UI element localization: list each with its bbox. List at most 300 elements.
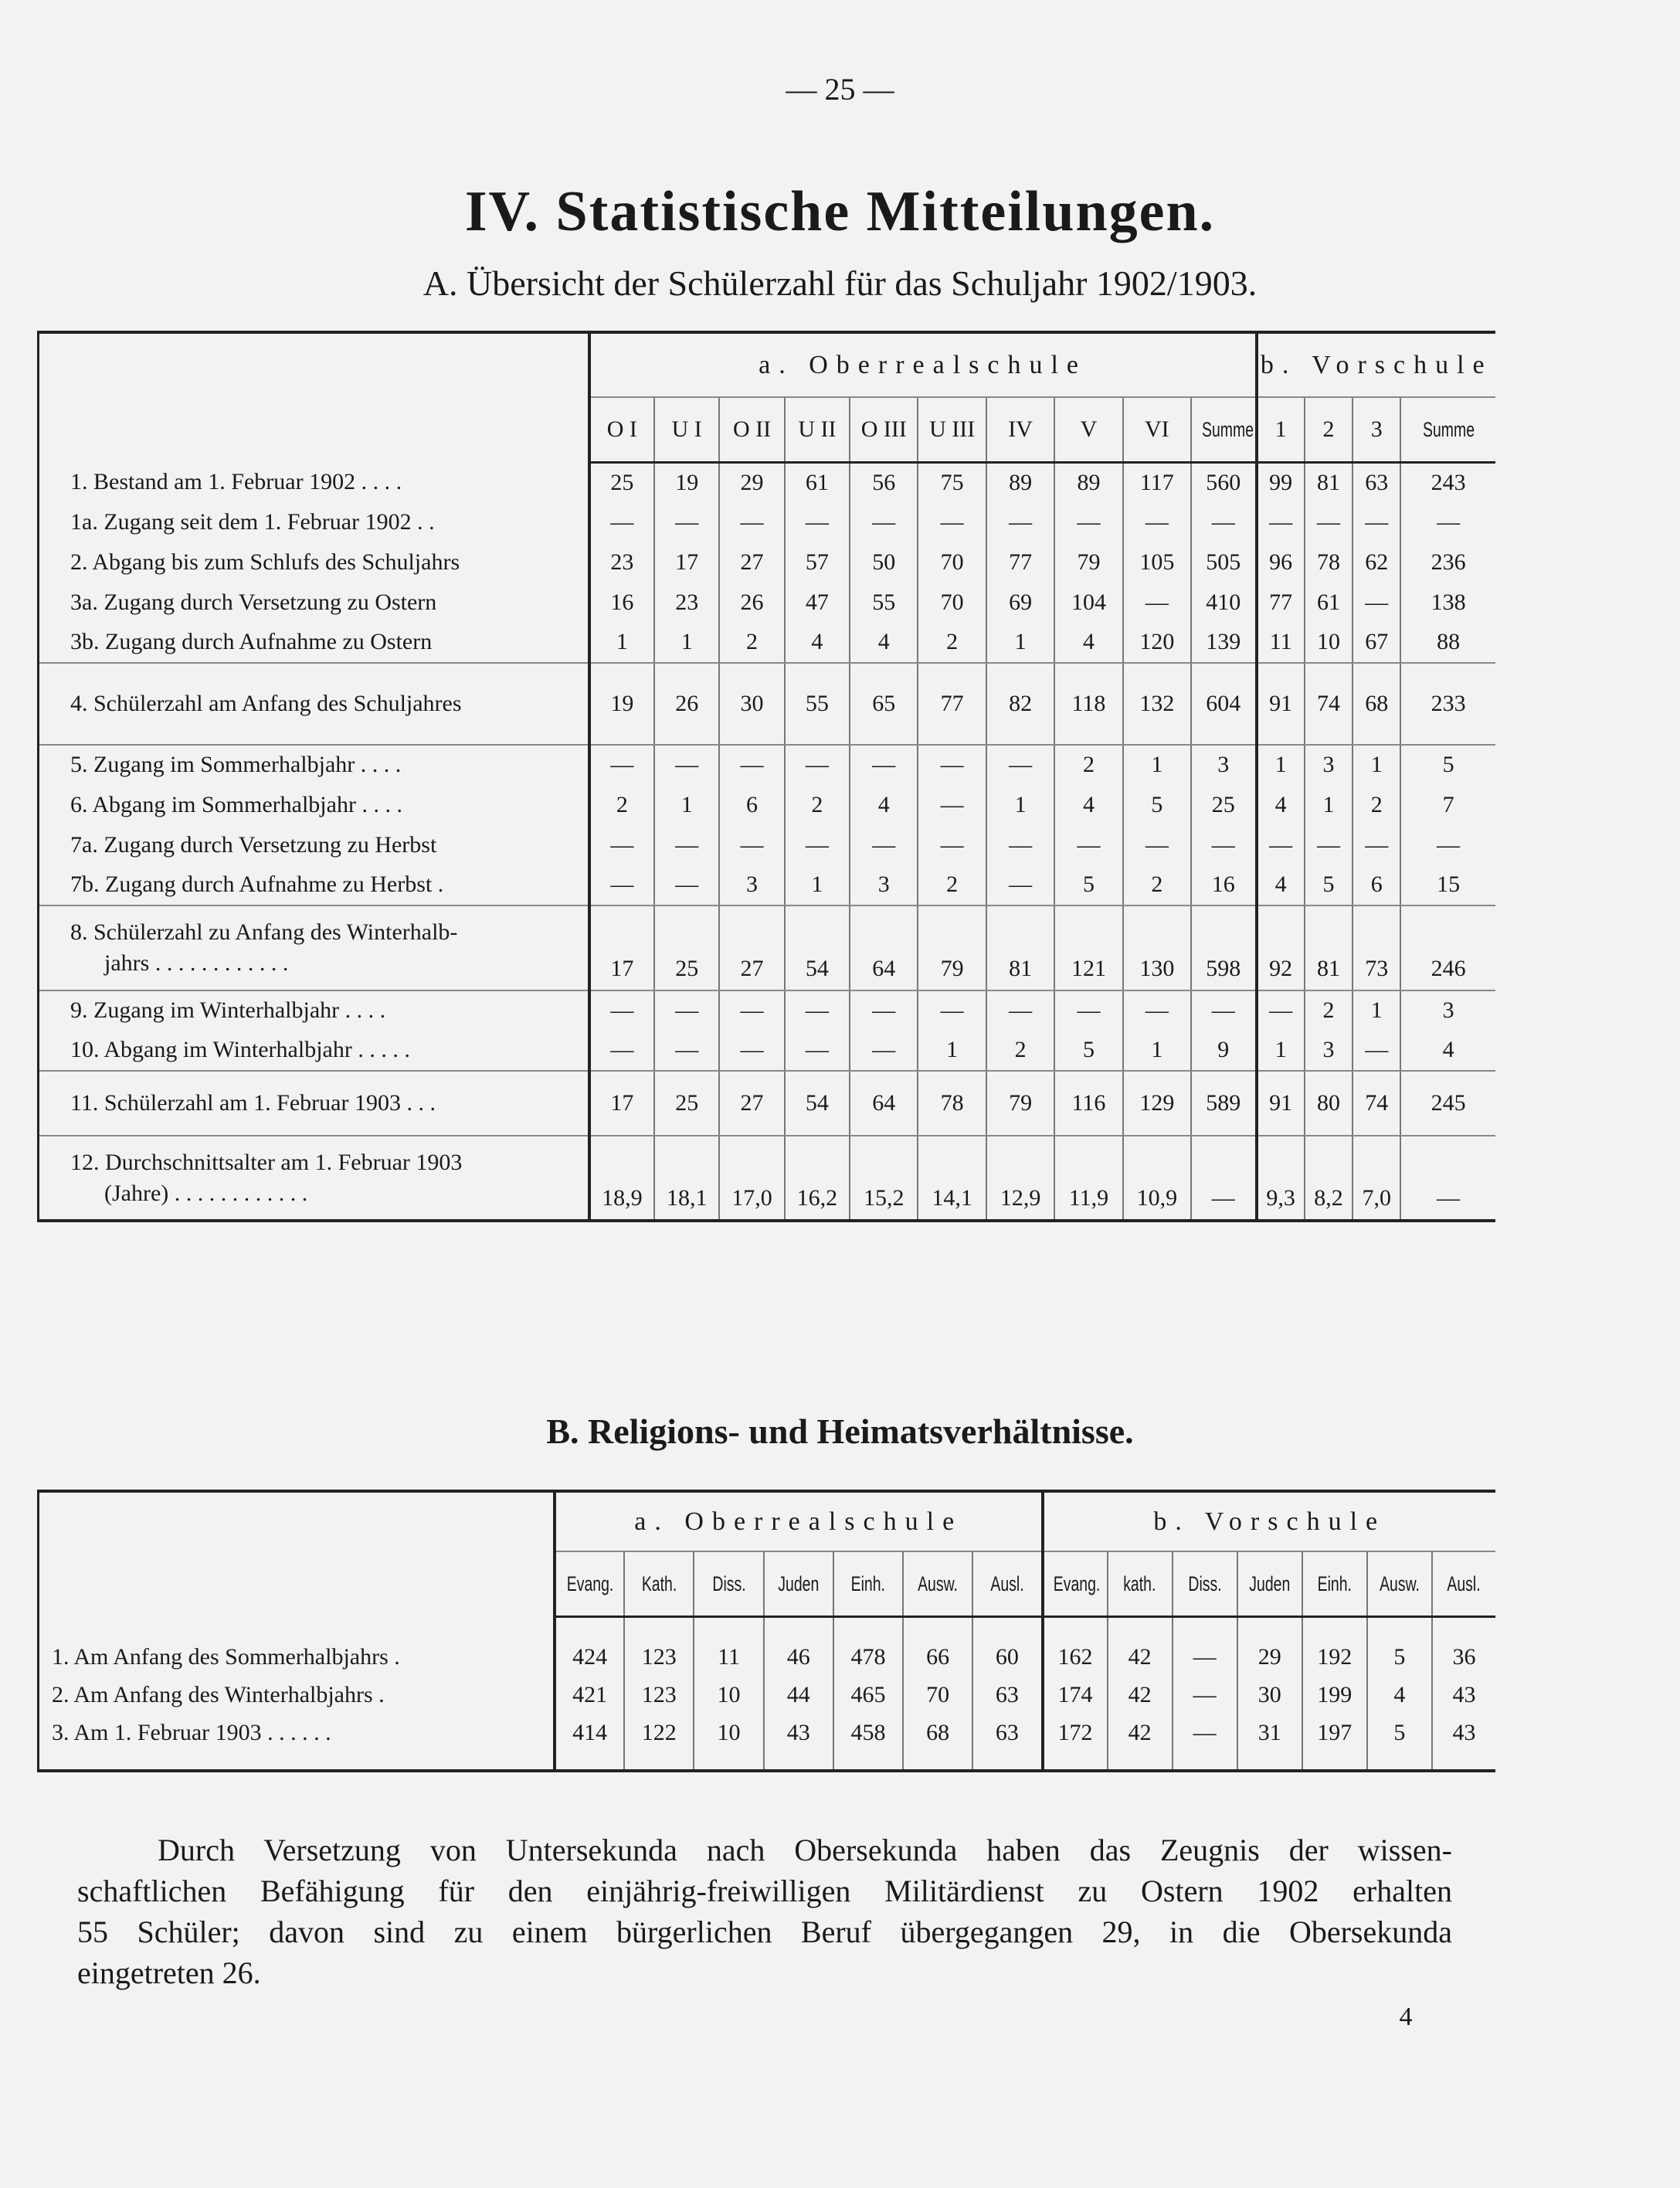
table-cell: 79 bbox=[1054, 542, 1122, 583]
table-cell: — bbox=[986, 745, 1054, 785]
table-cell: 1 bbox=[1305, 785, 1352, 825]
table-cell: 245 bbox=[1400, 1071, 1495, 1136]
table-cell: 77 bbox=[918, 663, 986, 745]
table-cell: 3 bbox=[1305, 1031, 1352, 1071]
table-cell: 243 bbox=[1400, 462, 1495, 502]
table-cell: 2 bbox=[1054, 745, 1122, 785]
column-header-text: kath. bbox=[1123, 1571, 1156, 1595]
table-cell: — bbox=[1352, 583, 1400, 623]
table-cell: 27 bbox=[719, 542, 784, 583]
table-cell: 421 bbox=[555, 1675, 624, 1715]
table-cell: 23 bbox=[654, 583, 719, 623]
table-cell: — bbox=[1257, 502, 1305, 542]
column-header: U II bbox=[785, 397, 850, 462]
column-header: 1 bbox=[1257, 397, 1305, 462]
table-cell: 17 bbox=[589, 1071, 654, 1136]
label-header bbox=[39, 332, 589, 462]
table-cell: 4 bbox=[850, 785, 918, 825]
table-cell: — bbox=[1257, 825, 1305, 865]
table-cell: 36 bbox=[1432, 1616, 1495, 1675]
table-cell: 10 bbox=[694, 1675, 763, 1715]
table-cell: 42 bbox=[1108, 1616, 1173, 1675]
table-cell: 91 bbox=[1257, 1071, 1305, 1136]
table-cell: 27 bbox=[719, 905, 784, 990]
table-cell: — bbox=[1400, 825, 1495, 865]
table-row bbox=[39, 462, 1496, 502]
table-cell: 73 bbox=[1352, 905, 1400, 990]
table-cell: 505 bbox=[1191, 542, 1257, 583]
column-header-text: Evang. bbox=[1053, 1571, 1100, 1595]
table-row bbox=[39, 1715, 1496, 1771]
column-header bbox=[764, 1551, 833, 1616]
table-cell: 5 bbox=[1054, 1031, 1122, 1071]
table-cell: 70 bbox=[918, 542, 986, 583]
group-header-vorschule: b. Vorschule bbox=[1043, 1491, 1495, 1551]
table-cell: 29 bbox=[1237, 1616, 1302, 1675]
table-cell: 15 bbox=[1400, 865, 1495, 905]
table-cell: 14,1 bbox=[918, 1136, 986, 1221]
table-cell: 81 bbox=[986, 905, 1054, 990]
table-cell: 410 bbox=[1191, 583, 1257, 623]
table-cell: 1 bbox=[1352, 745, 1400, 785]
table-cell: 91 bbox=[1257, 663, 1305, 745]
table-cell: 2 bbox=[785, 785, 850, 825]
table-cell: 5 bbox=[1367, 1715, 1432, 1771]
table-row bbox=[39, 583, 1496, 623]
table-cell: 2 bbox=[719, 623, 784, 663]
table-cell: — bbox=[654, 825, 719, 865]
column-header bbox=[1432, 1551, 1495, 1616]
table-cell: 99 bbox=[1257, 462, 1305, 502]
table-cell: — bbox=[1054, 825, 1122, 865]
table-cell: 478 bbox=[833, 1616, 903, 1675]
table-cell: 560 bbox=[1191, 462, 1257, 502]
row-label: 2. Am Anfang des Winterhalbjahrs . bbox=[52, 1681, 385, 1707]
table-cell: 44 bbox=[764, 1675, 833, 1715]
table-cell: 29 bbox=[719, 462, 784, 502]
paragraph-line: schaftlichen Befähigung für den einjährig-freiwilligen Militärdienst zu Ostern 1902 erhalten bbox=[77, 1874, 1452, 1908]
row-label-line: jahrs . . . . . . . . . . . . bbox=[104, 950, 289, 976]
section-a-title: A. Übersicht der Schülerzahl für das Schuljahr 1902/1903. bbox=[423, 263, 1257, 303]
column-header-text: Ausw. bbox=[918, 1571, 959, 1595]
table-cell: 2 bbox=[1305, 990, 1352, 1031]
table-cell: 30 bbox=[719, 663, 784, 745]
table-cell: — bbox=[1400, 502, 1495, 542]
table-cell: — bbox=[719, 990, 784, 1031]
table-cell: — bbox=[850, 502, 918, 542]
column-header: U III bbox=[918, 397, 986, 462]
row-label: 6. Abgang im Sommerhalbjahr . . . . bbox=[70, 791, 402, 817]
table-cell: — bbox=[918, 785, 986, 825]
table-cell: 19 bbox=[654, 462, 719, 502]
row-label: 11. Schülerzahl am 1. Februar 1903 . . . bbox=[39, 1071, 589, 1136]
table-cell: 64 bbox=[850, 1071, 918, 1136]
table-cell: 23 bbox=[589, 542, 654, 583]
column-header bbox=[1043, 1551, 1108, 1616]
table-cell: 4 bbox=[850, 623, 918, 663]
table-cell: 3 bbox=[719, 865, 784, 905]
row-label: 1. Bestand am 1. Februar 1902 . . . . bbox=[70, 468, 402, 494]
table-cell: 88 bbox=[1400, 623, 1495, 663]
column-header: VI bbox=[1123, 397, 1191, 462]
table-cell: 117 bbox=[1123, 462, 1191, 502]
table-cell: 246 bbox=[1400, 905, 1495, 990]
table-cell: 89 bbox=[1054, 462, 1122, 502]
table-cell: 122 bbox=[624, 1715, 694, 1771]
table-cell: 1 bbox=[654, 623, 719, 663]
row-label: 7a. Zugang durch Versetzung zu Herbst bbox=[70, 831, 437, 858]
table-cell: 68 bbox=[1352, 663, 1400, 745]
table-cell: 465 bbox=[833, 1675, 903, 1715]
table-cell: — bbox=[1305, 825, 1352, 865]
table-cell: — bbox=[1352, 1031, 1400, 1071]
column-header bbox=[694, 1551, 763, 1616]
row-label-line: (Jahre) . . . . . . . . . . . . bbox=[104, 1180, 308, 1206]
table-cell: 96 bbox=[1257, 542, 1305, 583]
table-cell: 26 bbox=[719, 583, 784, 623]
table-cell: 63 bbox=[972, 1715, 1042, 1771]
table-cell: 3 bbox=[1305, 745, 1352, 785]
table-cell: 9 bbox=[1191, 1031, 1257, 1071]
row-label: 1a. Zugang seit dem 1. Februar 1902 . . bbox=[70, 508, 435, 535]
table-cell: 116 bbox=[1054, 1071, 1122, 1136]
column-header bbox=[1302, 1551, 1367, 1616]
table-cell: 77 bbox=[986, 542, 1054, 583]
table-cell: — bbox=[654, 1031, 719, 1071]
table-cell: 68 bbox=[903, 1715, 972, 1771]
table-cell: 18,9 bbox=[589, 1136, 654, 1221]
table-row bbox=[39, 1136, 1496, 1221]
table-cell: 3 bbox=[1191, 745, 1257, 785]
table-cell: 16 bbox=[589, 583, 654, 623]
column-header bbox=[555, 1551, 624, 1616]
table-cell: 74 bbox=[1352, 1071, 1400, 1136]
sheet-signature-number: 4 bbox=[1399, 2003, 1413, 2031]
column-header-text: Kath. bbox=[641, 1571, 677, 1595]
table-row bbox=[39, 745, 1496, 785]
table-cell: 70 bbox=[903, 1675, 972, 1715]
column-header-text: Diss. bbox=[1188, 1571, 1222, 1595]
row-label: 4. Schülerzahl am Anfang des Schuljahres bbox=[39, 663, 589, 745]
table-cell: — bbox=[654, 745, 719, 785]
table-cell: — bbox=[1352, 825, 1400, 865]
column-header-text: Evang. bbox=[566, 1571, 613, 1595]
table-cell: — bbox=[918, 502, 986, 542]
column-header: 3 bbox=[1352, 397, 1400, 462]
table-cell: 26 bbox=[654, 663, 719, 745]
table-cell: — bbox=[1191, 825, 1257, 865]
table-cell: — bbox=[719, 502, 784, 542]
column-header-text: Ausw. bbox=[1379, 1571, 1420, 1595]
column-header-text: Juden bbox=[1249, 1571, 1291, 1595]
table-cell: 75 bbox=[918, 462, 986, 502]
group-header-vorschule: b. Vorschule bbox=[1257, 332, 1495, 397]
table-cell: 16,2 bbox=[785, 1136, 850, 1221]
row-label: 1. Am Anfang des Sommerhalbjahrs . bbox=[52, 1643, 400, 1670]
column-header-text: Juden bbox=[778, 1571, 820, 1595]
table-cell: 42 bbox=[1108, 1715, 1173, 1771]
table-cell: 589 bbox=[1191, 1071, 1257, 1136]
table-cell: 5 bbox=[1305, 865, 1352, 905]
table-cell: 79 bbox=[918, 905, 986, 990]
table-cell: — bbox=[785, 745, 850, 785]
table-cell: — bbox=[1123, 825, 1191, 865]
table-cell: — bbox=[654, 865, 719, 905]
table-cell: 61 bbox=[1305, 583, 1352, 623]
table-cell: 1 bbox=[589, 623, 654, 663]
table-cell: 162 bbox=[1043, 1616, 1108, 1675]
row-label: 3a. Zugang durch Versetzung zu Ostern bbox=[70, 589, 437, 615]
table-cell: 66 bbox=[903, 1616, 972, 1675]
table-cell: 5 bbox=[1367, 1616, 1432, 1675]
table-cell: 56 bbox=[850, 462, 918, 502]
table-row bbox=[39, 990, 1496, 1031]
column-header-text: Summe bbox=[1422, 417, 1475, 441]
column-header-text: Summe bbox=[1202, 417, 1254, 441]
table-cell: 604 bbox=[1191, 663, 1257, 745]
table-cell: — bbox=[589, 990, 654, 1031]
table-cell: 130 bbox=[1123, 905, 1191, 990]
table-cell: 31 bbox=[1237, 1715, 1302, 1771]
table-cell: 7 bbox=[1400, 785, 1495, 825]
table-cell: 3 bbox=[850, 865, 918, 905]
column-header: U I bbox=[654, 397, 719, 462]
paragraph-line: Durch Versetzung von Untersekunda nach Obersekunda haben das Zeugnis der wissen- bbox=[158, 1833, 1452, 1867]
table-cell: — bbox=[1054, 990, 1122, 1031]
column-header bbox=[1191, 397, 1257, 462]
table-cell: 6 bbox=[719, 785, 784, 825]
table-cell: 17 bbox=[589, 905, 654, 990]
table-cell: 5 bbox=[1400, 745, 1495, 785]
table-cell: 79 bbox=[986, 1071, 1054, 1136]
pupil-count-table bbox=[37, 331, 1495, 1222]
table-cell: 233 bbox=[1400, 663, 1495, 745]
table-cell: 25 bbox=[654, 1071, 719, 1136]
table-cell: — bbox=[918, 825, 986, 865]
table-cell: 92 bbox=[1257, 905, 1305, 990]
table-cell: 80 bbox=[1305, 1071, 1352, 1136]
table-cell: — bbox=[1257, 990, 1305, 1031]
table-cell: 5 bbox=[1054, 865, 1122, 905]
table-cell: 3 bbox=[1400, 990, 1495, 1031]
table-cell: 1 bbox=[1123, 1031, 1191, 1071]
table-cell: 192 bbox=[1302, 1616, 1367, 1675]
table-cell: — bbox=[918, 745, 986, 785]
table-cell: 69 bbox=[986, 583, 1054, 623]
column-header: V bbox=[1054, 397, 1122, 462]
row-label: 5. Zugang im Sommerhalbjahr . . . . bbox=[70, 752, 402, 778]
table-cell: — bbox=[1191, 1136, 1257, 1221]
group-header-oberrealschule: a. Oberrealschule bbox=[555, 1491, 1043, 1551]
column-header: IV bbox=[986, 397, 1054, 462]
table-cell: — bbox=[1191, 502, 1257, 542]
table-cell: 63 bbox=[1352, 462, 1400, 502]
table-cell: 46 bbox=[764, 1616, 833, 1675]
table-row bbox=[39, 623, 1496, 663]
table-cell: 81 bbox=[1305, 905, 1352, 990]
table-cell: 2 bbox=[1352, 785, 1400, 825]
table-cell: — bbox=[850, 745, 918, 785]
table-cell: 174 bbox=[1043, 1675, 1108, 1715]
table-cell: 414 bbox=[555, 1715, 624, 1771]
table-cell: 60 bbox=[972, 1616, 1042, 1675]
group-header-oberrealschule: a. Oberrealschule bbox=[589, 332, 1257, 397]
table-cell: — bbox=[1173, 1616, 1237, 1675]
table-cell: 132 bbox=[1123, 663, 1191, 745]
row-label bbox=[39, 1136, 589, 1221]
table-cell: 55 bbox=[850, 583, 918, 623]
row-label-line: 12. Durchschnittsalter am 1. Februar 1903 bbox=[70, 1149, 463, 1175]
table-cell: — bbox=[1305, 502, 1352, 542]
table-cell: — bbox=[1191, 990, 1257, 1031]
page-number: — 25 — bbox=[786, 72, 894, 107]
row-label-line: 8. Schülerzahl zu Anfang des Winterhalb- bbox=[70, 919, 458, 945]
table-cell: 11,9 bbox=[1054, 1136, 1122, 1221]
table-cell: 1 bbox=[986, 785, 1054, 825]
table-cell: 139 bbox=[1191, 623, 1257, 663]
table-cell: 78 bbox=[1305, 542, 1352, 583]
table-cell: 7,0 bbox=[1352, 1136, 1400, 1221]
table-cell: 120 bbox=[1123, 623, 1191, 663]
table-cell: — bbox=[589, 1031, 654, 1071]
table-row bbox=[39, 1071, 1496, 1136]
table-cell: 236 bbox=[1400, 542, 1495, 583]
table-cell: 50 bbox=[850, 542, 918, 583]
row-label: 9. Zugang im Winterhalbjahr . . . . bbox=[70, 997, 386, 1024]
table-cell: 4 bbox=[785, 623, 850, 663]
table-cell: 121 bbox=[1054, 905, 1122, 990]
table-cell: 2 bbox=[918, 623, 986, 663]
table-cell: 25 bbox=[589, 462, 654, 502]
table-row bbox=[39, 785, 1496, 825]
row-label: 2. Abgang bis zum Schlufs des Schuljahrs bbox=[70, 549, 460, 575]
column-header: O II bbox=[719, 397, 784, 462]
table-cell: 1 bbox=[654, 785, 719, 825]
table-cell: 1 bbox=[918, 1031, 986, 1071]
table-cell: 1 bbox=[986, 623, 1054, 663]
table-row bbox=[39, 663, 1496, 745]
table-cell: 25 bbox=[654, 905, 719, 990]
table-cell: — bbox=[850, 990, 918, 1031]
column-header: O III bbox=[850, 397, 918, 462]
page-title: IV. Statistische Mitteilungen. bbox=[464, 180, 1216, 243]
column-header bbox=[1367, 1551, 1432, 1616]
table-cell: 16 bbox=[1191, 865, 1257, 905]
table-cell: — bbox=[785, 1031, 850, 1071]
table-cell: 4 bbox=[1400, 1031, 1495, 1071]
table-cell: 10 bbox=[694, 1715, 763, 1771]
table-cell: — bbox=[986, 865, 1054, 905]
table-cell: 65 bbox=[850, 663, 918, 745]
table-cell: 82 bbox=[986, 663, 1054, 745]
table-cell: — bbox=[654, 990, 719, 1031]
table-cell: 19 bbox=[589, 663, 654, 745]
table-cell: — bbox=[719, 1031, 784, 1071]
table-cell: — bbox=[850, 825, 918, 865]
table-cell: 63 bbox=[972, 1675, 1042, 1715]
closing-paragraph bbox=[77, 1830, 1452, 1993]
label-header bbox=[39, 1491, 555, 1616]
table-row bbox=[39, 825, 1496, 865]
table-cell: 1 bbox=[1123, 745, 1191, 785]
table-cell: — bbox=[785, 825, 850, 865]
table-cell: — bbox=[654, 502, 719, 542]
table-cell: 172 bbox=[1043, 1715, 1108, 1771]
table-cell: 1 bbox=[785, 865, 850, 905]
table-cell: 89 bbox=[986, 462, 1054, 502]
column-header bbox=[1108, 1551, 1173, 1616]
table-cell: — bbox=[1123, 583, 1191, 623]
table-cell: 118 bbox=[1054, 663, 1122, 745]
table-cell: 42 bbox=[1108, 1675, 1173, 1715]
table-cell: 1 bbox=[1257, 1031, 1305, 1071]
table-cell: 123 bbox=[624, 1675, 694, 1715]
table-cell: 81 bbox=[1305, 462, 1352, 502]
table-cell: 105 bbox=[1123, 542, 1191, 583]
table-cell: — bbox=[785, 502, 850, 542]
table-cell: 27 bbox=[719, 1071, 784, 1136]
table-cell: 1 bbox=[1257, 745, 1305, 785]
table-cell: 197 bbox=[1302, 1715, 1367, 1771]
table-cell: 2 bbox=[1123, 865, 1191, 905]
column-header-text: Diss. bbox=[711, 1571, 746, 1595]
table-cell: — bbox=[918, 990, 986, 1031]
row-label: 7b. Zugang durch Aufnahme zu Herbst . bbox=[39, 865, 589, 905]
table-cell: 2 bbox=[986, 1031, 1054, 1071]
table-cell: 25 bbox=[1191, 785, 1257, 825]
column-header bbox=[1400, 397, 1495, 462]
column-header bbox=[833, 1551, 903, 1616]
table-cell: 6 bbox=[1352, 865, 1400, 905]
table-cell: 55 bbox=[785, 663, 850, 745]
column-header-text: Einh. bbox=[850, 1571, 886, 1595]
table-row bbox=[39, 1031, 1496, 1071]
column-header: O I bbox=[589, 397, 654, 462]
table-cell: 10,9 bbox=[1123, 1136, 1191, 1221]
table-cell: 12,9 bbox=[986, 1136, 1054, 1221]
table-cell: 458 bbox=[833, 1715, 903, 1771]
table-cell: 2 bbox=[589, 785, 654, 825]
row-label bbox=[39, 905, 589, 990]
table-cell: 5 bbox=[1123, 785, 1191, 825]
column-header: 2 bbox=[1305, 397, 1352, 462]
column-header bbox=[1237, 1551, 1302, 1616]
paragraph-line: 55 Schüler; davon sind zu einem bürgerlichen Beruf übergegangen 29, in die Obersekunda bbox=[77, 1914, 1452, 1949]
table-cell: 4 bbox=[1054, 623, 1122, 663]
column-header bbox=[624, 1551, 694, 1616]
table-cell: 10 bbox=[1305, 623, 1352, 663]
table-cell: 17 bbox=[654, 542, 719, 583]
table-cell: 123 bbox=[624, 1616, 694, 1675]
table-cell: — bbox=[1123, 990, 1191, 1031]
table-cell: 8,2 bbox=[1305, 1136, 1352, 1221]
table-cell: 70 bbox=[918, 583, 986, 623]
table-row bbox=[39, 502, 1496, 542]
table-row bbox=[39, 1675, 1496, 1715]
table-cell: — bbox=[719, 745, 784, 785]
table-cell: 30 bbox=[1237, 1675, 1302, 1715]
table-cell: 4 bbox=[1367, 1675, 1432, 1715]
table-cell: — bbox=[1123, 502, 1191, 542]
table-cell: 11 bbox=[1257, 623, 1305, 663]
table-cell: 4 bbox=[1257, 785, 1305, 825]
table-cell: — bbox=[1400, 1136, 1495, 1221]
column-header-text: Ausl. bbox=[990, 1571, 1024, 1595]
section-b-title: B. Religions- und Heimatsverhältnisse. bbox=[546, 1412, 1134, 1451]
table-cell: 64 bbox=[850, 905, 918, 990]
table-cell: 54 bbox=[785, 1071, 850, 1136]
table-cell: 4 bbox=[1257, 865, 1305, 905]
